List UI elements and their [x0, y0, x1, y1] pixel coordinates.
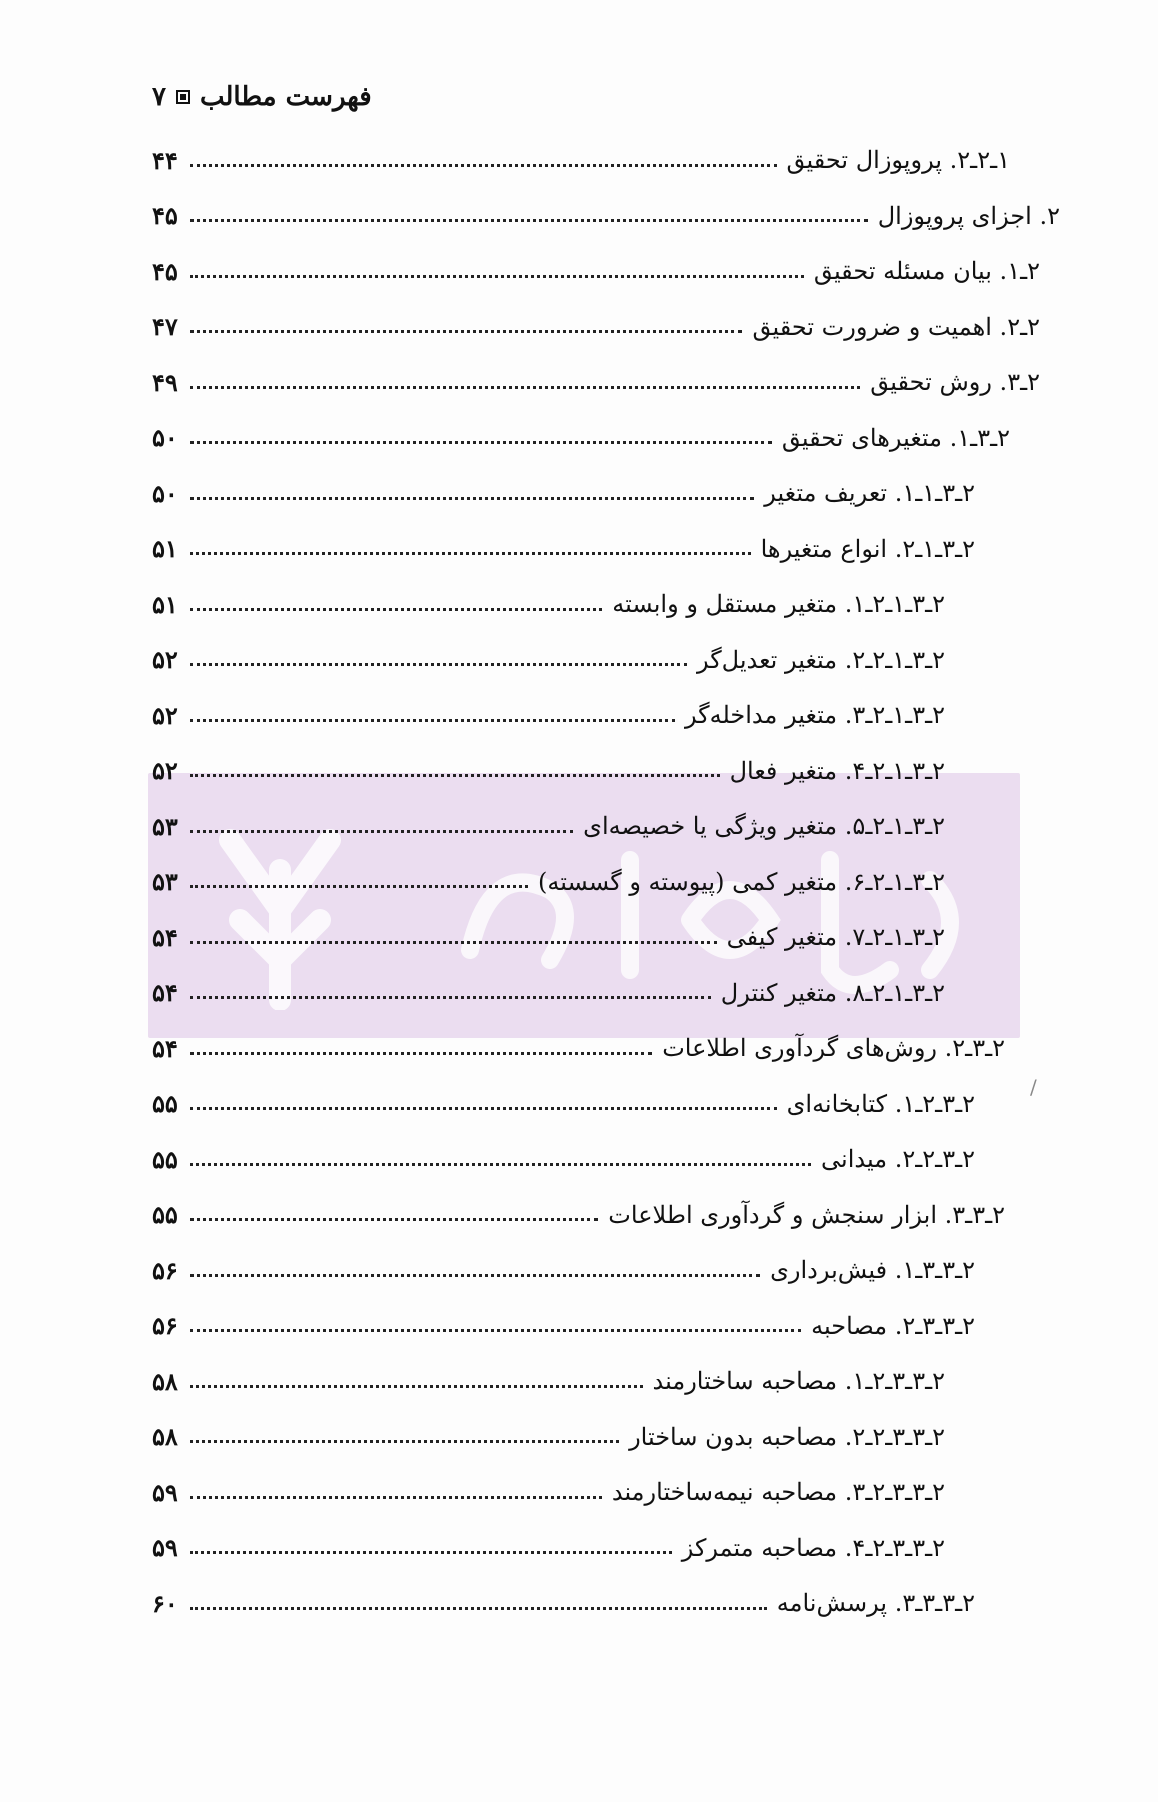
toc-entry-page: ۵۵: [152, 1089, 178, 1118]
margin-mark: /: [1030, 1075, 1037, 1099]
toc-entry-title: ۲ـ۳ـ۱. متغیرهای تحقیق: [781, 423, 1010, 452]
toc-entry-page: ۵۳: [152, 811, 178, 841]
toc-entry[interactable]: [152, 473, 975, 513]
dot-leader: [190, 1107, 777, 1110]
dot-leader: [190, 1163, 811, 1166]
toc-entry-page: ۵۳: [152, 867, 178, 896]
toc-entry[interactable]: [152, 418, 1010, 458]
toc-entry-title: ۲ـ۳ـ۳ـ۲. مصاحبه: [811, 1311, 975, 1340]
toc-entry-page: ۵۲: [152, 645, 178, 674]
toc-entry-page: ۴۵: [152, 256, 178, 286]
toc-entry[interactable]: [152, 1417, 945, 1457]
toc-entry[interactable]: [152, 917, 945, 957]
dot-leader: [190, 1329, 801, 1332]
toc-entry[interactable]: [152, 140, 1010, 180]
toc-entry-page: ۵۹: [152, 1533, 178, 1562]
toc-entry-title: ۲ـ۳ـ۱ـ۲ـ۳. متغیر مداخله‌گر: [684, 701, 945, 729]
header-page-number: ۷: [152, 82, 166, 112]
dot-leader: [190, 941, 717, 944]
toc-entry[interactable]: [152, 751, 945, 791]
toc-entry[interactable]: [152, 973, 945, 1013]
toc-entry-page: ۵۶: [152, 1311, 178, 1340]
toc-entry[interactable]: [152, 1084, 975, 1124]
toc-entry-title: ۲ـ۳ـ۳ـ۲ـ۱. مصاحبه ساختارمند: [652, 1367, 945, 1395]
toc-entry[interactable]: [152, 584, 945, 624]
toc-entry[interactable]: [152, 1306, 975, 1346]
dot-leader: [190, 608, 602, 611]
dot-leader: [190, 1274, 760, 1277]
toc-entry-title: ۲ـ۳ـ۱ـ۲ـ۱. متغیر مستقل و وابسته: [612, 590, 945, 618]
toc-entry-title: ۲ـ۲. اهمیت و ضرورت تحقیق: [752, 312, 1040, 341]
toc-entry-title: ۲ـ۳ـ۱ـ۲ـ۶. متغیر کمی (پیوسته و گسسته): [537, 867, 945, 896]
dot-leader: [190, 497, 754, 500]
toc-entry[interactable]: [152, 307, 1040, 347]
toc-entry[interactable]: [152, 806, 945, 846]
dot-leader: [190, 219, 868, 222]
dot-leader: [190, 830, 573, 833]
toc-entry-page: ۵۱: [152, 534, 178, 563]
dot-leader: [190, 164, 777, 167]
toc-entry-title: ۲ـ۳ـ۱ـ۲ـ۴. متغیر فعال: [729, 756, 945, 785]
dot-leader: [190, 330, 742, 333]
dot-leader: [190, 441, 772, 444]
toc-entry[interactable]: [152, 1139, 975, 1179]
dot-leader: [190, 1496, 602, 1499]
toc-entry-title: ۲ـ۳ـ۳ـ۲ـ۴. مصاحبه متمرکز: [681, 1533, 945, 1562]
toc-entry-title: ۲ـ۳ـ۱ـ۲ـ۷. متغیر کیفی: [726, 923, 945, 951]
toc-entry-title: ۱ـ۲ـ۲. پروپوزال تحقیق: [786, 146, 1010, 174]
toc-entry[interactable]: [152, 1195, 1005, 1235]
toc-entry-page: ۵۶: [152, 1255, 178, 1285]
toc-entry[interactable]: [152, 1250, 975, 1290]
dot-leader: [190, 1385, 643, 1388]
toc-entry-page: ۵۵: [152, 1200, 178, 1229]
toc-entry-page: ۵۲: [152, 700, 178, 730]
toc-entry-page: ۵۲: [152, 756, 178, 785]
dot-leader: [190, 1052, 652, 1055]
toc-entry-title: ۲. اجزای پروپوزال: [877, 201, 1060, 230]
toc-entry-title: ۲ـ۳ـ۲ـ۱. کتابخانه‌ای: [786, 1089, 975, 1118]
dot-leader: [190, 663, 687, 666]
toc-entry[interactable]: [152, 862, 945, 902]
toc-entry[interactable]: [152, 196, 1060, 236]
toc-entry-title: ۲ـ۳ـ۲ـ۲. میدانی: [821, 1145, 975, 1173]
toc-entry[interactable]: [152, 1361, 945, 1401]
dot-leader: [190, 275, 804, 278]
toc-entry[interactable]: [152, 1583, 975, 1623]
dot-leader: [190, 1551, 672, 1554]
toc-entry-page: ۵۹: [152, 1477, 178, 1507]
dot-leader: [190, 386, 860, 389]
toc-entry-page: ۵۸: [152, 1422, 178, 1451]
toc-entry-title: ۲ـ۳ـ۲. روش‌های گردآوری اطلاعات: [662, 1034, 1005, 1062]
toc-entry-page: ۵۴: [152, 922, 178, 952]
toc-entry-page: ۴۴: [152, 145, 178, 175]
toc-entry-title: ۲ـ۳. روش تحقیق: [870, 368, 1040, 396]
toc-entry[interactable]: [152, 1028, 1005, 1068]
toc-entry-page: ۴۹: [152, 367, 178, 397]
toc-entry-title: ۲ـ۳ـ۳ـ۱. فیش‌برداری: [770, 1256, 975, 1284]
toc-entry-page: ۶۰: [152, 1588, 178, 1618]
toc-entry[interactable]: [152, 640, 945, 680]
toc-entry-title: ۲ـ۳ـ۳ـ۲ـ۲. مصاحبه بدون ساختار: [629, 1422, 945, 1451]
toc-entry[interactable]: [152, 251, 1040, 291]
toc-entry-title: ۲ـ۳ـ۱ـ۲. انواع متغیرها: [760, 534, 975, 563]
toc-entry-page: ۵۴: [152, 978, 178, 1007]
toc-entry-page: ۵۸: [152, 1366, 178, 1396]
toc-entry-title: ۲ـ۳ـ۱ـ۲ـ۵. متغیر ویژگی یا خصیصه‌ای: [583, 812, 945, 840]
dot-leader: [190, 552, 751, 555]
toc-entry[interactable]: [152, 1528, 945, 1568]
dot-leader: [190, 885, 528, 888]
toc-entry-title: ۲ـ۳ـ۳ـ۲ـ۳. مصاحبه نیمه‌ساختارمند: [611, 1478, 945, 1506]
toc-entry[interactable]: [152, 695, 945, 735]
toc-entry[interactable]: [152, 529, 975, 569]
dot-leader: [190, 1440, 619, 1443]
toc-entry-page: ۴۵: [152, 201, 178, 230]
header-title: فهرست مطالب: [199, 82, 372, 112]
toc-entry-page: ۴۷: [152, 312, 178, 341]
dot-leader: [190, 774, 720, 777]
toc-entry-title: ۲ـ۳ـ۱ـ۲ـ۸. متغیر کنترل: [720, 978, 945, 1007]
dot-leader: [190, 996, 711, 999]
toc-entry-title: ۲ـ۳ـ۳. ابزار سنجش و گردآوری اطلاعات: [608, 1200, 1005, 1229]
toc-entry-title: ۲ـ۱. بیان مسئله تحقیق: [813, 257, 1040, 285]
toc-entry-page: ۵۴: [152, 1033, 178, 1063]
dot-leader: [190, 1218, 598, 1221]
toc-entry[interactable]: [152, 1472, 945, 1512]
toc-entry-page: ۵۰: [152, 478, 178, 508]
toc-entry[interactable]: [152, 362, 1040, 402]
toc-entry-page: ۵۱: [152, 589, 178, 619]
toc-entry-page: ۵۰: [152, 423, 178, 452]
toc-entry-title: ۲ـ۳ـ۱ـ۱. تعریف متغیر: [764, 479, 975, 507]
dot-leader: [190, 1607, 767, 1610]
toc-entry-title: ۲ـ۳ـ۳ـ۳. پرسش‌نامه: [776, 1589, 975, 1617]
dot-leader: [190, 719, 675, 722]
toc-entry-title: ۲ـ۳ـ۱ـ۲ـ۲. متغیر تعدیل‌گر: [696, 645, 945, 674]
toc-entry-page: ۵۵: [152, 1144, 178, 1174]
